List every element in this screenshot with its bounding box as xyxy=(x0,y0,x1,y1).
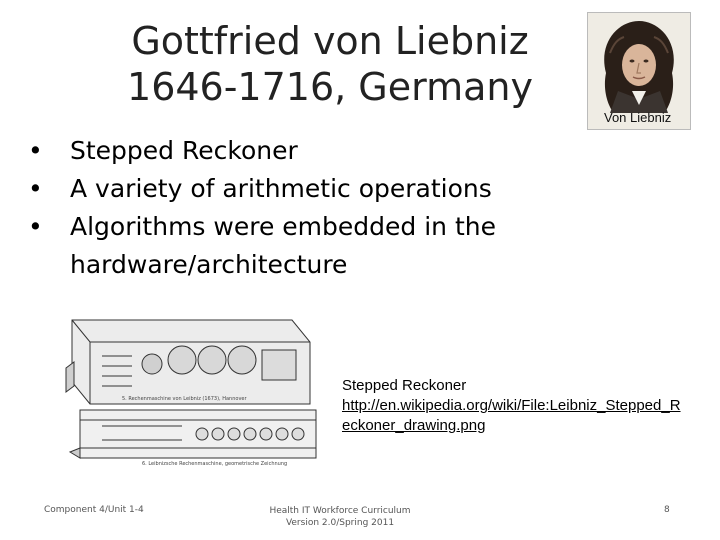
image-caption-block xyxy=(342,376,682,436)
slide-title xyxy=(80,18,580,110)
svg-text:5. Rechenmaschine von Leibniz: 5. Rechenmaschine von Leibniz (1673), Hannover xyxy=(122,396,247,402)
footer-curriculum: Health IT Workforce Curriculum Version 2.0/Spring 2011 xyxy=(269,506,411,528)
stepped-reckoner-drawing xyxy=(62,312,320,470)
title-line-2: 1646-1716, Germany xyxy=(127,65,533,109)
svg-text:6. Leibnizsche Rechenmaschine,: 6. Leibnizsche Rechenmaschine, geometrische Zeichnung xyxy=(142,461,288,467)
bullet-text: Stepped Reckoner xyxy=(70,136,298,165)
bullet-list xyxy=(28,132,588,284)
title-line-1: Gottfried von Liebniz xyxy=(131,19,529,63)
bullet-text: A variety of arithmetic operations xyxy=(70,174,492,203)
bullet-icon: • xyxy=(28,174,43,203)
image-caption: Stepped Reckoner xyxy=(342,377,467,394)
image-source-link[interactable]: http://en.wikipedia.org/wiki/File:Leibniz_Stepped_Reckoner_drawing.png xyxy=(342,397,681,434)
portrait-caption: Von Liebniz xyxy=(604,110,672,125)
footer-component: Component 4/Unit 1-4 xyxy=(44,505,144,515)
bullet-item xyxy=(28,208,588,284)
bullet-item xyxy=(28,170,588,208)
bullet-icon: • xyxy=(28,136,43,165)
page-number: 8 xyxy=(664,505,670,515)
bullet-item xyxy=(28,132,588,170)
bullet-icon: • xyxy=(28,212,43,241)
bullet-text: Algorithms were embedded in the hardware/architecture xyxy=(70,212,496,279)
